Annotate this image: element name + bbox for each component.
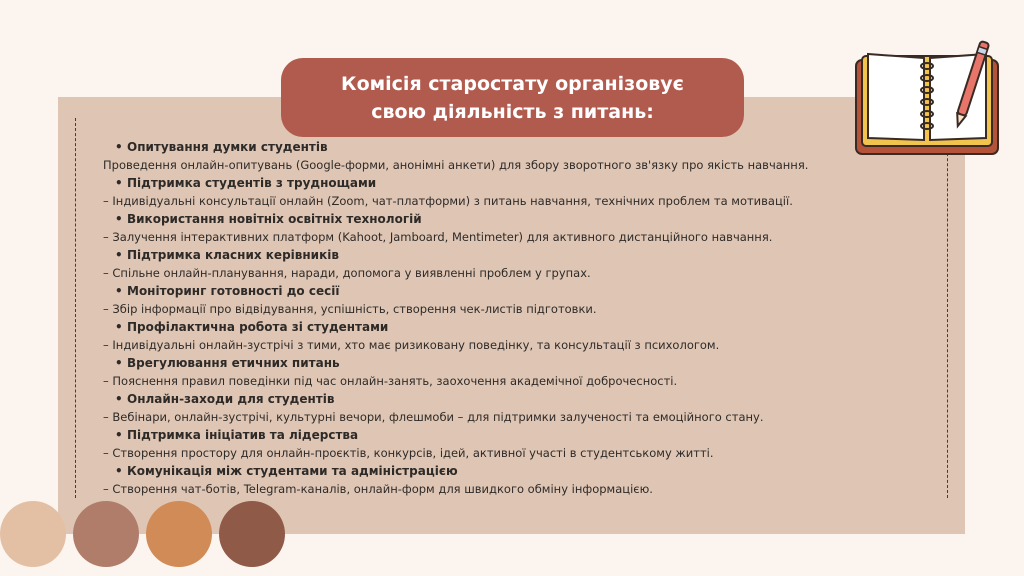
topic-description: – Створення простору для онлайн-проєктів, конкурсів, ідей, активної участі в студентському житті. <box>103 446 714 460</box>
topic-item <box>103 318 943 354</box>
bullet-icon: • <box>115 464 123 478</box>
topic-heading <box>103 282 943 300</box>
bullet-icon: • <box>115 212 123 226</box>
slide-title-line-1: Комісія старостату організовує <box>341 72 684 95</box>
swatch-circle-2 <box>73 501 139 567</box>
topic-heading-text: Профілактична робота зі студентами <box>127 320 389 334</box>
bullet-icon: • <box>115 392 123 406</box>
topic-heading <box>103 390 943 408</box>
topic-item <box>103 282 943 318</box>
bullet-icon: • <box>115 248 123 262</box>
topic-heading <box>103 246 943 264</box>
topic-description: – Спільне онлайн-планування, наради, допомога у виявленні проблем у групах. <box>103 266 591 280</box>
topic-heading-text: Онлайн-заходи для студентів <box>127 392 335 406</box>
bullet-icon: • <box>115 140 123 154</box>
bullet-icon: • <box>115 284 123 298</box>
topic-item <box>103 426 943 462</box>
topic-heading-text: Опитування думки студентів <box>127 140 328 154</box>
topic-heading <box>103 138 943 156</box>
topic-heading <box>103 210 943 228</box>
topic-description: – Індивідуальні онлайн-зустрічі з тими, хто має ризиковану поведінку, та консультації з психологом. <box>103 338 720 352</box>
left-dashed-divider <box>75 118 76 498</box>
topic-item <box>103 462 943 498</box>
topic-description: – Збір інформації про відвідування, успішність, створення чек-листів підготовки. <box>103 302 597 316</box>
topic-description: – Створення чат-ботів, Telegram-каналів, онлайн-форм для швидкого обміну інформацією. <box>103 482 653 496</box>
topic-heading <box>103 354 943 372</box>
topic-item <box>103 210 943 246</box>
topic-heading-text: Підтримка студентів з труднощами <box>127 176 377 190</box>
slide-title <box>281 58 744 137</box>
topic-description: – Вебінари, онлайн-зустрічі, культурні вечори, флешмоби – для підтримки залученості та емоційного стану. <box>103 410 764 424</box>
swatch-circle-1 <box>0 501 66 567</box>
topic-description: – Індивідуальні консультації онлайн (Zoom, чат-платформи) з питань навчання, технічних проблем та мотивації. <box>103 194 793 208</box>
slide-title-line-2: свою діяльність з питань: <box>371 100 654 123</box>
topic-item <box>103 246 943 282</box>
bullet-icon: • <box>115 320 123 334</box>
swatch-circle-4 <box>219 501 285 567</box>
topic-item <box>103 174 943 210</box>
bullet-icon: • <box>115 176 123 190</box>
topic-heading <box>103 318 943 336</box>
topic-heading-text: Комунікація між студентами та адміністрацією <box>127 464 458 478</box>
topic-heading-text: Підтримка ініціатив та лідерства <box>127 428 359 442</box>
topic-description: – Залучення інтерактивних платформ (Kahoot, Jamboard, Mentimeter) для активного дистанційного навчання. <box>103 230 773 244</box>
topic-heading <box>103 426 943 444</box>
topic-description: – Пояснення правил поведінки під час онлайн-занять, заохочення академічної доброчесності. <box>103 374 678 388</box>
right-dashed-divider <box>947 118 948 498</box>
topic-item <box>103 390 943 426</box>
notebook-with-pen-icon <box>852 40 1002 160</box>
topic-item <box>103 354 943 390</box>
topic-heading <box>103 174 943 192</box>
topic-heading <box>103 462 943 480</box>
topics-list <box>103 138 943 498</box>
bullet-icon: • <box>115 428 123 442</box>
topic-heading-text: Врегулювання етичних питань <box>127 356 340 370</box>
topic-item <box>103 138 943 174</box>
bullet-icon: • <box>115 356 123 370</box>
topic-heading-text: Використання новітніх освітніх технологій <box>127 212 422 226</box>
topic-heading-text: Підтримка класних керівників <box>127 248 339 262</box>
topic-heading-text: Моніторинг готовності до сесії <box>127 284 340 298</box>
swatch-circle-3 <box>146 501 212 567</box>
topic-description: Проведення онлайн-опитувань (Google-форми, анонімні анкети) для збору зворотного зв'язку про якість навчання. <box>103 158 809 172</box>
